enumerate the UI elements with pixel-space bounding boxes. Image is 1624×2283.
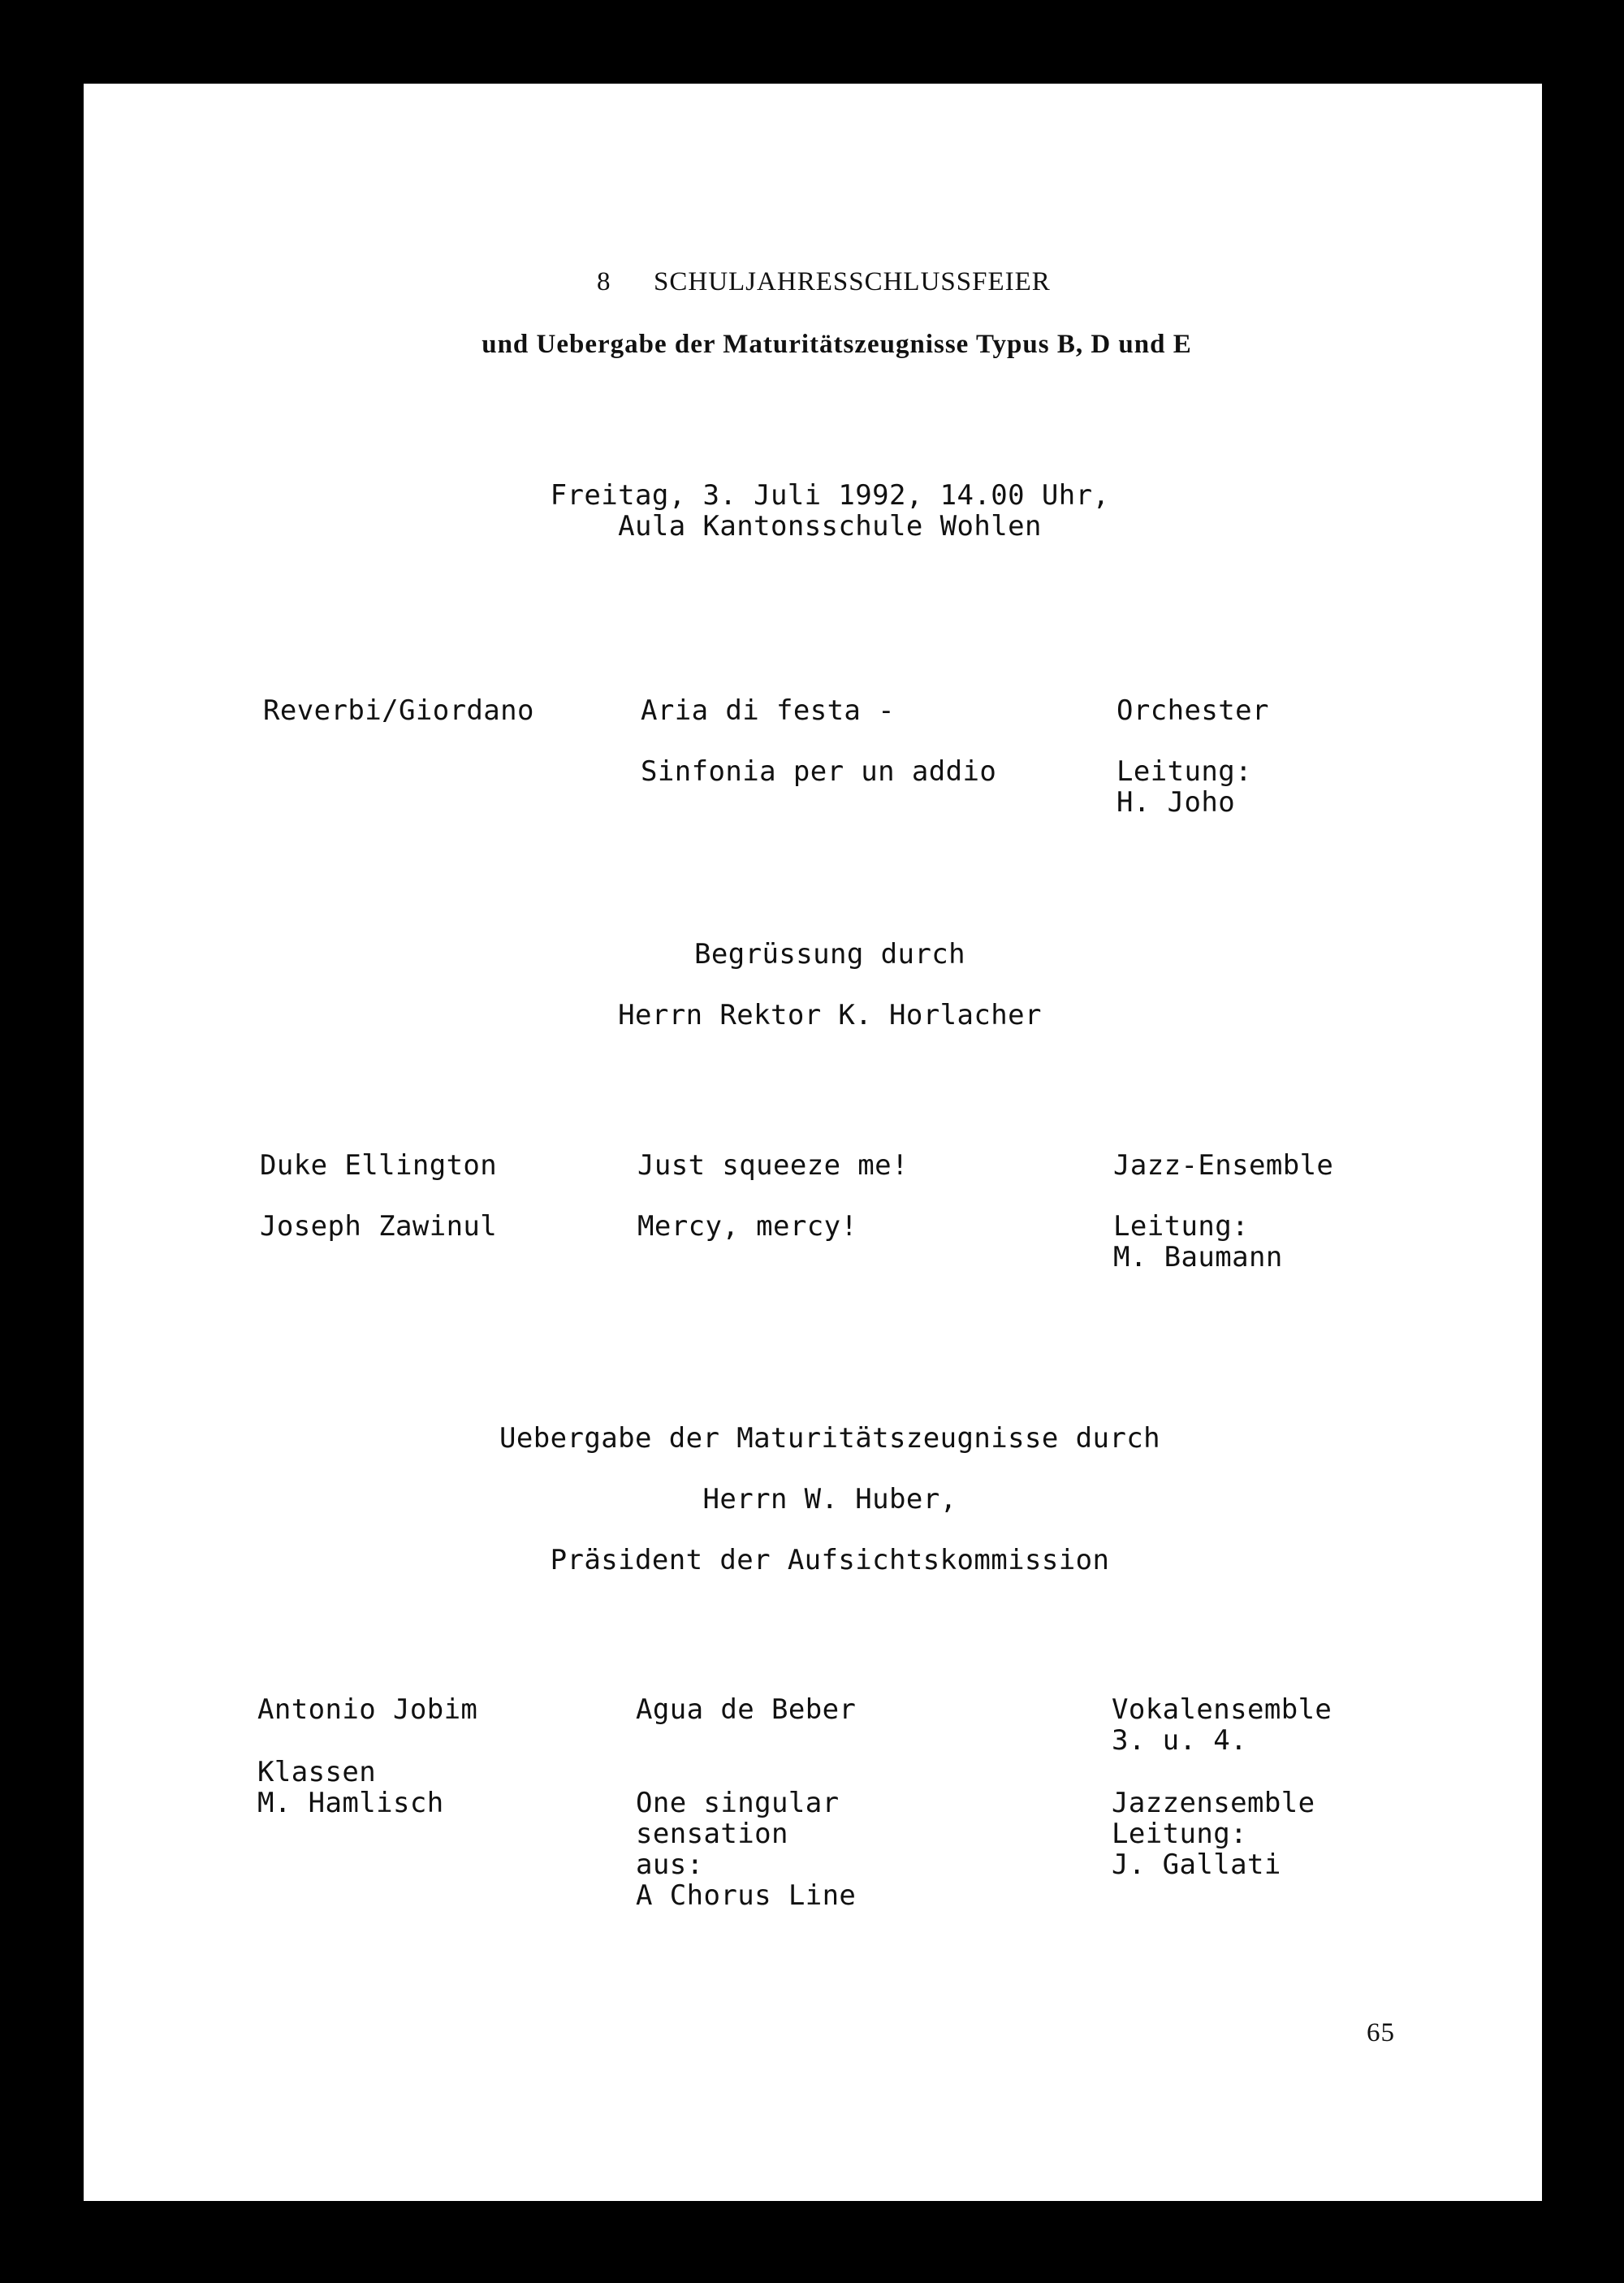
handover-line-1: Uebergabe der Maturitätszeugnisse durch <box>499 1422 1160 1455</box>
program2-piece-2: Mercy, mercy! <box>637 1210 858 1243</box>
program3-piece-2-line-1: One singular <box>636 1787 840 1819</box>
program3-piece-1: Agua de Beber <box>636 1693 857 1726</box>
program3-piece-2-line-4: A Chorus Line <box>636 1879 857 1912</box>
greeting-line-1: Begrüssung durch <box>694 938 965 971</box>
program1-lead-label: Leitung: <box>1116 755 1252 788</box>
program3-ensemble-2: Jazzensemble <box>1112 1787 1315 1819</box>
program1-piece-1: Aria di festa - <box>641 694 896 727</box>
program1-piece-2: Sinfonia per un addio <box>641 755 997 788</box>
page-number: 65 <box>1367 2018 1395 2047</box>
handover-line-3: Präsident der Aufsichtskommission <box>550 1544 1110 1576</box>
program1-ensemble: Orchester <box>1116 694 1269 727</box>
program2-piece-1: Just squeeze me! <box>637 1149 909 1182</box>
program3-composer-2: M. Hamlisch <box>257 1787 444 1819</box>
program3-ensemble-1-classes: 3. u. 4. <box>1112 1724 1247 1757</box>
program2-composer-1: Duke Ellington <box>260 1149 498 1182</box>
section-number: 8 <box>597 267 611 296</box>
program2-ensemble: Jazz-Ensemble <box>1113 1149 1334 1182</box>
program1-lead-name: H. Joho <box>1116 786 1236 819</box>
program2-composer-2: Joseph Zawinul <box>260 1210 498 1243</box>
program3-piece-2-line-3: aus: <box>636 1848 704 1881</box>
document-page <box>84 84 1542 2201</box>
handover-line-2: Herrn W. Huber, <box>702 1483 957 1516</box>
program2-lead-name: M. Baumann <box>1113 1241 1283 1273</box>
program3-lead-name: J. Gallati <box>1112 1848 1281 1881</box>
program3-piece-2-line-2: sensation <box>636 1818 788 1850</box>
program3-lead-label: Leitung: <box>1112 1818 1247 1850</box>
greeting-line-2: Herrn Rektor K. Horlacher <box>618 999 1042 1031</box>
program1-composer: Reverbi/Giordano <box>263 694 534 727</box>
event-date: Freitag, 3. Juli 1992, 14.00 Uhr, <box>550 479 1110 512</box>
program3-composer-1: Antonio Jobim <box>257 1693 478 1726</box>
program3-classes-label: Klassen <box>257 1756 377 1788</box>
program3-ensemble-1: Vokalensemble <box>1112 1693 1332 1726</box>
program2-lead-label: Leitung: <box>1113 1210 1249 1243</box>
section-subtitle: und Uebergabe der Maturitätszeugnisse Typus B, D und E <box>482 330 1192 359</box>
section-title: SCHULJAHRESSCHLUSSFEIER <box>654 267 1051 296</box>
event-place: Aula Kantonsschule Wohlen <box>618 510 1042 543</box>
